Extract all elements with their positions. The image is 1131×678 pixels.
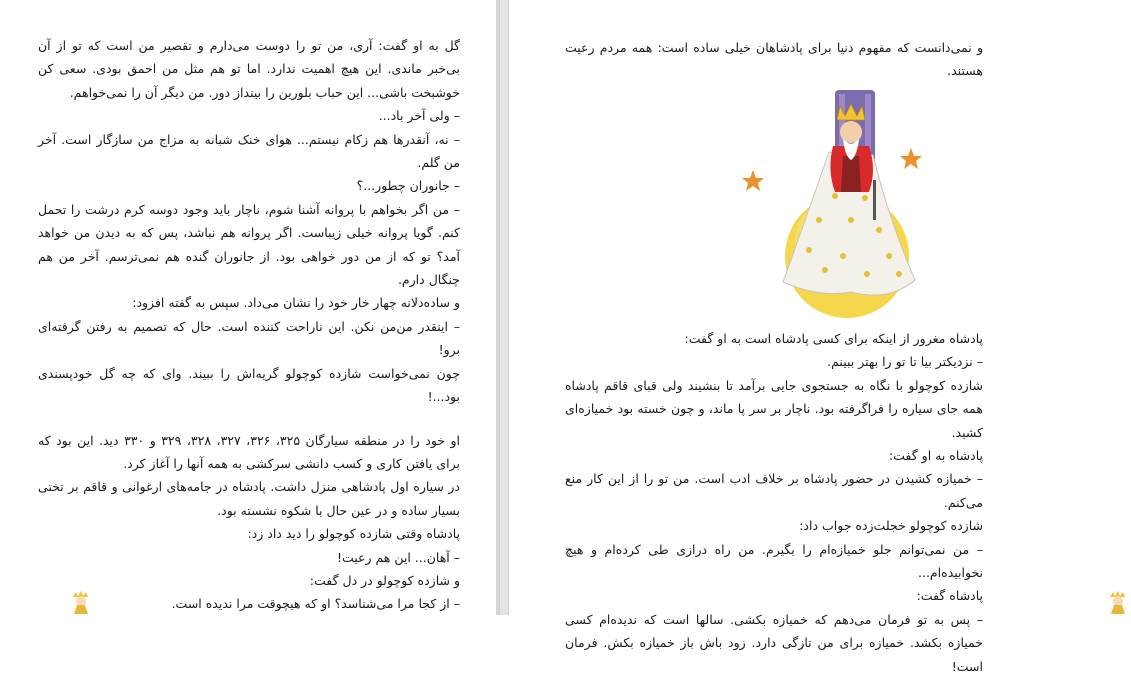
page-edge	[496, 0, 499, 615]
paragraph: پادشاه وقتی شازده کوچولو را دید داد زد:	[247, 526, 460, 542]
right-page	[508, 0, 1024, 674]
paragraph: شازده کوچولو با نگاه به جستجوی جایی برآمد تا بنشیند ولی قبای قاقم پادشاه همه جای سیاره را فراگرفته بود. ناچار بر سر پا ماند، و چون خسته بود خمیازه‌ای کشید.	[565, 377, 983, 440]
page-gutter	[500, 0, 508, 615]
paragraph: پادشاه گفت:	[916, 588, 983, 604]
paragraph: شازده کوچولو خجلت‌زده جواب داد:	[799, 518, 983, 534]
little-prince-icon	[68, 589, 94, 615]
paragraph: – اینقدر من‌من نکن. این ناراحت کننده است. حال که تصمیم به رفتن گرفته‌ای برو!	[38, 318, 460, 358]
paragraph: – من نمی‌توانم جلو خمیازه‌ام را بگیرم. من راه درازی طی کرده‌ام و هیچ نخوابیده‌ام...	[565, 541, 983, 581]
section-gap	[38, 409, 460, 429]
paragraph: – جانوران چطور...؟	[356, 178, 460, 194]
paragraph: چون نمی‌خواست شازده کوچولو گریه‌اش را ببیند. وای که چه گل خودپسندی بود...!	[38, 365, 460, 405]
paragraph: – از کجا مرا می‌شناسد؟ او که هیچوقت مرا ندیده است.	[171, 596, 460, 612]
little-prince-icon	[1105, 589, 1131, 615]
paragraph: – نزدیکتر بیا تا تو را بهتر ببینم.	[827, 354, 983, 370]
paragraph: – من اگر بخواهم با پروانه آشنا شوم، ناچار باید وجود دوسه کرم درشت را تحمل کنم. گویا پروانه خیلی زیباست. اگر پروانه هم نباشد، پس که به دیدن من خواهد آمد؟ تو که از من دور خواهی بود. از جانوران گنده هم نمی‌ترسم. آخر من هم چنگال دارم.	[38, 201, 460, 288]
paragraph: – نه، آنقدرها هم زکام نیستم... هوای خنک شبانه به مزاج من سازگار است. آخر من گلم.	[38, 131, 460, 171]
paragraph: در سیاره اول پادشاهی منزل داشت. پادشاه در جامه‌های ارغوانی و قاقم بر تختی بسیار ساده و در عین حال با شکوه نشسته بود.	[38, 479, 460, 518]
paragraph: – خمیازه کشیدن در حضور پادشاه بر خلاف ادب است. من تو را از این کار منع می‌کنم.	[565, 471, 983, 510]
paragraph: و نمی‌دانست که مفهوم دنیا برای پادشاهان خیلی ساده است: همه مردم رعیت هستند.	[565, 40, 983, 79]
left-page	[0, 0, 500, 615]
paragraph: گل به او گفت: آری، من تو را دوست می‌دارم و تقصیر من است که تو از آن بی‌خبر ماندی. این هیچ اهمیت ندارد. اما تو هم مثل من احمق بودی. سعی کن خوشبخت باشی... این حباب بلورین را بینداز دور. من دیگر آن را نمی‌خواهم.	[38, 38, 460, 100]
paragraph: و ساده‌دلانه چهار خار خود را نشان می‌داد. سپس به گفته افزود:	[132, 295, 460, 311]
paragraph: پادشاه به او گفت:	[888, 448, 983, 464]
paragraph: او خود را در منطقه سیارگان ۳۲۵، ۳۲۶، ۳۲۷، ۳۲۸، ۳۲۹ و ۳۳۰ دید. این بود که برای یافتن کاری و کسب دانشی سرکشی به همه آنها را آغاز کرد.	[38, 432, 461, 471]
paragraph: – ولی آخر باد...	[378, 108, 460, 124]
paragraph: پادشاه مغرور از اینکه برای کسی پادشاه است به او گفت:	[684, 331, 983, 346]
king-on-planet-illustration	[739, 60, 954, 320]
paragraph: – آهان... این هم رعیت!	[336, 549, 460, 565]
right-page-bottom-text	[565, 327, 983, 678]
left-page-text	[38, 34, 460, 616]
paragraph: – پس به تو فرمان می‌دهم که خمیازه بکشی. سالها است که ندیده‌ام کسی خمیازه بکشد. خمیازه برای من تازگی دارد. زود باش باز خمیازه بکش. فرمان است!	[565, 611, 983, 674]
paragraph: و شازده کوچولو در دل گفت:	[309, 572, 460, 588]
